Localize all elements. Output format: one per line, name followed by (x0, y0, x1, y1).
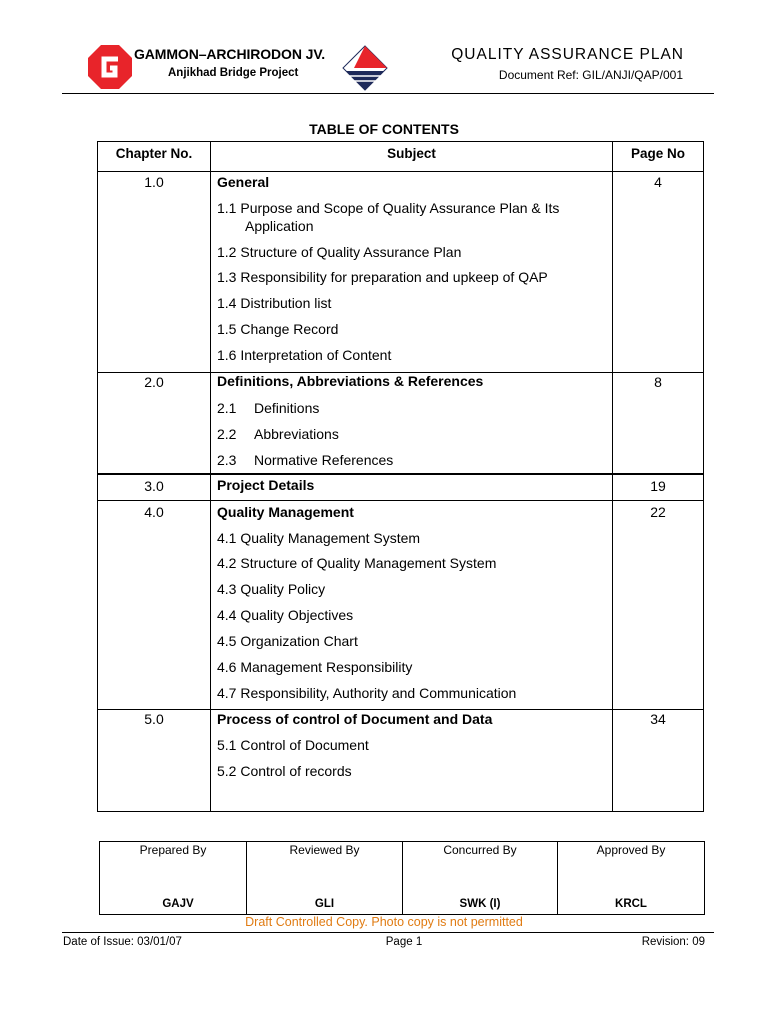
toc-item-1-1-cont: Application (245, 218, 314, 234)
chapter-5-title: Process of control of Document and Data (217, 711, 493, 727)
concurred-by-name: SWK (I) (459, 898, 501, 910)
col-page-header: Page No (630, 146, 685, 161)
plan-title: QUALITY ASSURANCE PLAN (451, 46, 684, 63)
toc-item-2-3-no: 2.3 (217, 452, 237, 468)
toc-item-1-3: 1.3 Responsibility for preparation and upkeep of QAP (217, 269, 548, 285)
chapter-4-page-cell (612, 500, 704, 710)
project-name: Anjikhad Bridge Project (168, 67, 299, 79)
reviewed-by-label: Reviewed By (289, 843, 360, 857)
chapter-1-page-cell (612, 171, 704, 373)
chapter-4-title: Quality Management (217, 504, 354, 520)
toc-item-1-1: 1.1 Purpose and Scope of Quality Assurance Plan & Its (217, 200, 560, 216)
chapter-4-number: 4.0 (144, 504, 164, 520)
chapter-5-page: 34 (650, 711, 666, 727)
page-number: Page 1 (385, 936, 423, 948)
chapter-2-number: 2.0 (144, 374, 164, 390)
chapter-4-no-cell (97, 500, 211, 710)
toc-item-4-3: 4.3 Quality Policy (217, 581, 326, 597)
toc-item-2-3: Normative References (254, 452, 394, 468)
reviewed-by-name: GLI (314, 898, 335, 910)
toc-item-1-4: 1.4 Distribution list (217, 295, 332, 311)
chapter-2-page: 8 (654, 374, 662, 390)
toc-item-5-2: 5.2 Control of records (217, 763, 352, 779)
toc-item-4-7: 4.7 Responsibility, Authority and Communication (217, 685, 517, 701)
prepared-by-name: GAJV (162, 898, 194, 910)
date-of-issue: Date of Issue: 03/01/07 (63, 936, 182, 948)
toc-item-2-1: Definitions (254, 400, 320, 416)
chapter-1-number: 1.0 (144, 174, 164, 190)
chapter-5-number: 5.0 (144, 711, 164, 727)
toc-item-1-2: 1.2 Structure of Quality Assurance Plan (217, 244, 462, 260)
approved-by-label: Approved By (596, 843, 666, 857)
revision: Revision: 09 (641, 936, 705, 948)
toc-item-4-2: 4.2 Structure of Quality Management System (217, 555, 497, 571)
toc-item-1-5: 1.5 Change Record (217, 321, 339, 337)
col-subject-header: Subject (387, 146, 436, 161)
draft-notice: Draft Controlled Copy. Photo copy is not permitted (245, 915, 523, 929)
company-name: GAMMON–ARCHIRODON JV. (134, 46, 326, 62)
chapter-1-page: 4 (654, 174, 662, 190)
chapter-2-title: Definitions, Abbreviations & References (217, 373, 484, 389)
chapter-1-no-cell (97, 171, 211, 373)
document-reference: Document Ref: GIL/ANJI/QAP/001 (498, 68, 683, 82)
toc-item-4-6: 4.6 Management Responsibility (217, 659, 413, 675)
gammon-logo-icon (88, 45, 132, 89)
toc-item-1-6: 1.6 Interpretation of Content (217, 347, 392, 363)
archirodon-logo-icon (342, 45, 388, 91)
chapter-4-page: 22 (650, 504, 666, 520)
chapter-3-number: 3.0 (144, 478, 164, 494)
chapter-3-page: 19 (650, 478, 666, 494)
prepared-by-label: Prepared By (139, 843, 207, 857)
toc-item-4-1: 4.1 Quality Management System (217, 530, 421, 546)
chapter-3-title: Project Details (217, 477, 315, 493)
col-chapter-header: Chapter No. (115, 146, 193, 161)
toc-item-4-5: 4.5 Organization Chart (217, 633, 358, 649)
toc-title: TABLE OF CONTENTS (309, 121, 459, 137)
footer-divider (62, 932, 714, 933)
header-divider (62, 93, 714, 94)
approved-by-name: KRCL (615, 898, 647, 910)
chapter-1-title: General (217, 174, 270, 190)
concurred-by-label: Concurred By (443, 843, 517, 857)
toc-item-4-4: 4.4 Quality Objectives (217, 607, 354, 623)
toc-item-5-1: 5.1 Control of Document (217, 737, 369, 753)
toc-item-2-1-no: 2.1 (217, 400, 237, 416)
toc-item-2-2: Abbreviations (254, 426, 339, 442)
toc-item-2-2-no: 2.2 (217, 426, 237, 442)
